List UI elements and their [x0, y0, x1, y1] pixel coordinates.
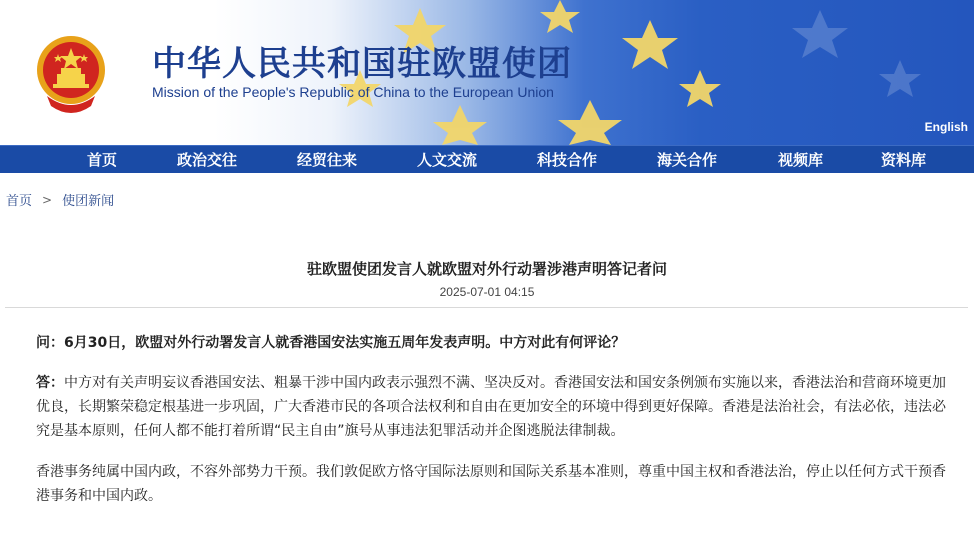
nav-item-customs[interactable]: 海关合作 — [657, 151, 718, 169]
article-paragraph: 香港事务纯属中国内政，不容外部势力干预。我们敦促欧方恪守国际法原则和国际关系基本准则，尊重中国主权和香港法治，停止以任何方式干预香港事务和中国内政。 — [36, 464, 946, 504]
nav-item-video[interactable]: 视频库 — [778, 151, 824, 169]
main-navigation — [0, 145, 974, 173]
site-title-cn: 中华人民共和国驻欧盟使团 — [152, 44, 572, 84]
breadcrumb — [6, 190, 114, 209]
breadcrumb-separator: > — [42, 192, 53, 207]
nav-item-political[interactable]: 政治交往 — [177, 151, 238, 169]
breadcrumb-home-link[interactable]: 首页 — [6, 194, 33, 209]
article-date: 2025-07-01 04:15 — [439, 285, 535, 299]
site-title-en: Mission of the People's Republic of China to the European Union — [152, 84, 554, 100]
answer-text: 中方对有关声明妄议香港国安法、粗暴干涉中国内政表示强烈不满、坚决反对。香港国安法和国安条例颁布实施以来，香港法治和营商环境更加优良，长期繁荣稳定根基进一步巩固，广大香港市民的各项合法权利和自由在更加安全的环境中得到更好保障。香港是法治社会，有法必依，违法必究是基本原则，任何人都不能打着所谓“民主自由”旗号从事违法犯罪活动并企图逃脱法律制裁。 — [36, 375, 946, 439]
breadcrumb-section-link[interactable]: 使团新闻 — [62, 194, 115, 209]
article-answer — [36, 371, 946, 443]
nav-item-resources[interactable]: 资料库 — [881, 151, 927, 169]
article-divider — [5, 307, 968, 308]
header-banner — [0, 0, 974, 145]
article-question: 问：6月30日，欧盟对外行动署发言人就香港国安法实施五周年发表声明。中方对此有何评论？ — [36, 335, 626, 351]
article-title: 驻欧盟使团发言人就欧盟对外行动署涉港声明答记者问 — [306, 260, 667, 278]
nav-item-culture[interactable]: 人文交流 — [417, 151, 478, 169]
nav-item-science-tech[interactable]: 科技合作 — [537, 151, 598, 169]
english-language-link[interactable]: English — [924, 120, 968, 134]
national-emblem-icon — [33, 30, 109, 114]
nav-item-economy-trade[interactable]: 经贸往来 — [297, 151, 358, 169]
answer-label: 答： — [36, 375, 64, 391]
nav-item-home[interactable]: 首页 — [87, 151, 118, 169]
